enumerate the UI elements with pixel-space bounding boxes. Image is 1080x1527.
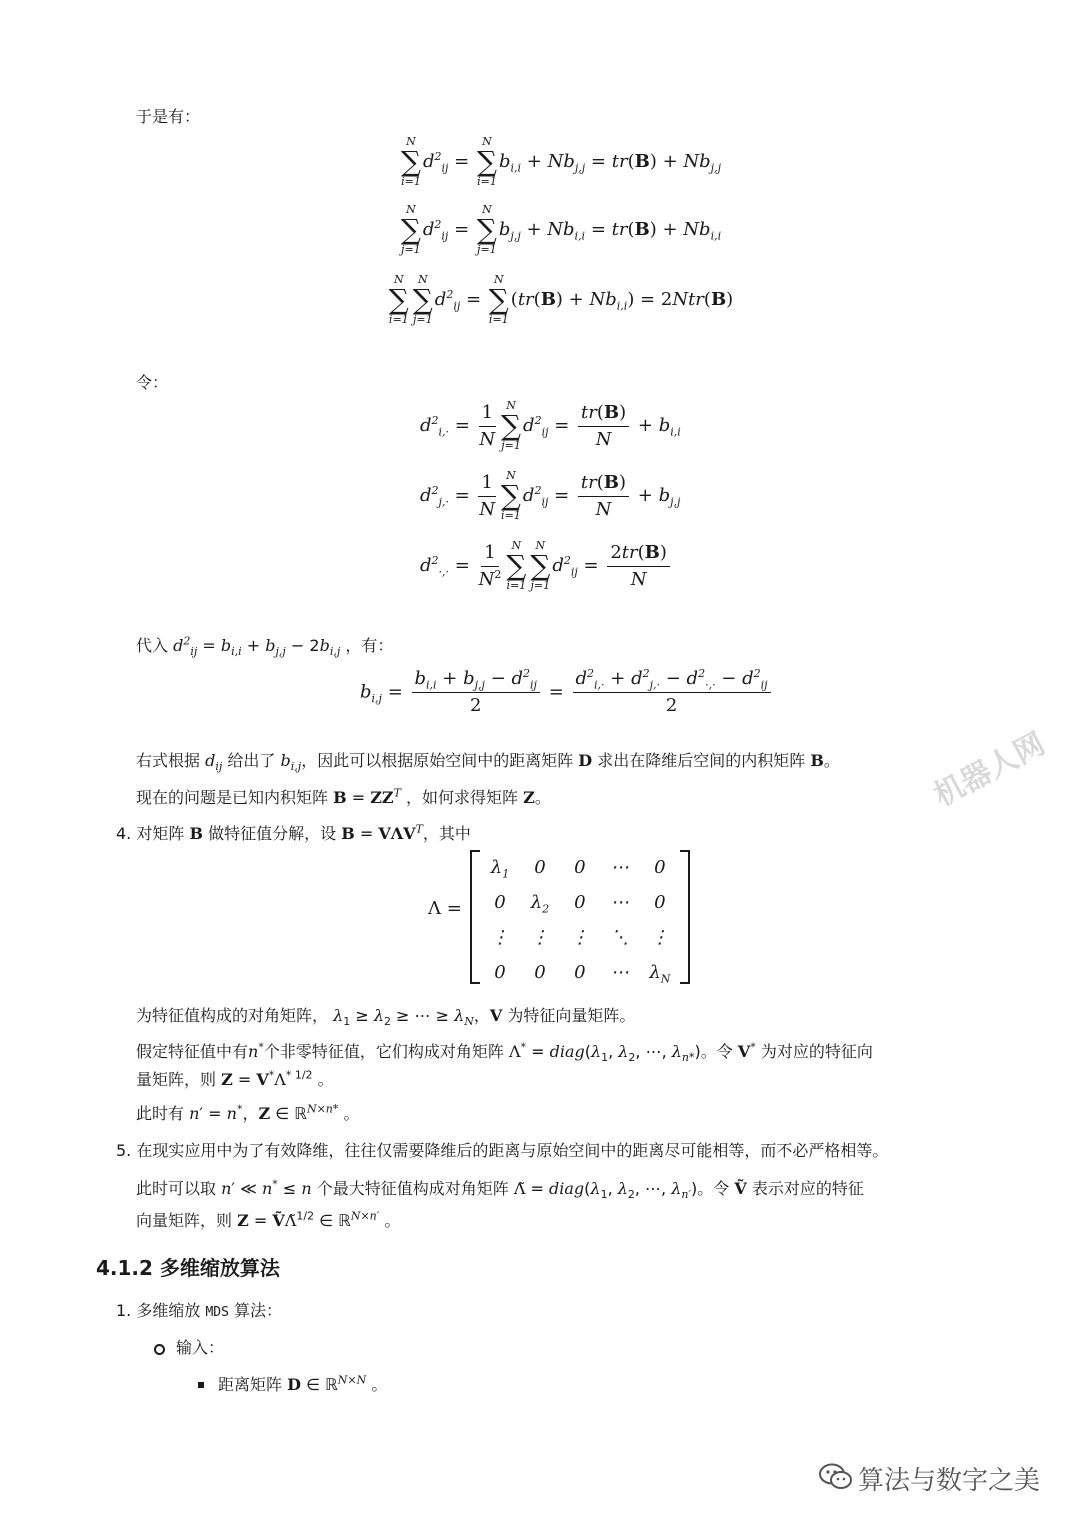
diag-line: 为特征值构成的对角矩阵， $\lambda_1 \ge \lambda_2$ ≥ ⋯ ≥ $\lambda_N$，V 为特征向量矩阵。 xyxy=(136,1006,636,1029)
watermark-text: 机器人网 xyxy=(928,726,1051,814)
item4-line: 4. 对矩阵 B 做特征值分解，设 $B = V\Lambda V^T$，其中 xyxy=(116,822,471,843)
intro-text: 于是有： xyxy=(136,107,201,126)
equation-row-6: $d^2_{\cdot,\cdot}$ = $\frac{1}{N^2}$ N ∑ i=1 N ∑ j=1 $d^2_{ij}$ = $\frac{2tr(B)}{N}$ xyxy=(420,540,673,592)
equation-row-4: $d^2_{i,\cdot}$ = $\frac{1}{N}$ N ∑ j=1 $d^2_{ij}$ = $\frac{tr(B)}{N}$ + $b_{i,i}$ xyxy=(420,399,681,452)
lambda-label: Λ = xyxy=(428,898,462,919)
equation-row-5: $d^2_{j,\cdot}$ = $\frac{1}{N}$ N ∑ i=1 $d^2_{ij}$ = $\frac{tr(B)}{N}$ + $b_{j,j}$ xyxy=(420,469,681,522)
wechat-icon xyxy=(818,1462,854,1492)
equation-block-means xyxy=(400,400,720,610)
lambda-matrix: $\lambda_1$ 0 0 ⋯ 0 0 $\lambda_2$ 0 ⋯ 0 ⋮ ⋮ ⋮ ⋱ ⋮ 0 0 0 ⋯ $\lambda_N$ xyxy=(480,850,680,980)
assume-line-1: 假定特征值中有n*个非零特征值，它们构成对角矩阵 $\Lambda^* = diag(\lambda_1$, $\lambda_2$, ⋯, $\lambda_{n*}$)。令 V* 为对应的特征向 xyxy=(136,1040,873,1065)
section-heading: 4.1.2 多维缩放算法 xyxy=(96,1256,280,1280)
algo-line: 1. 多维缩放 MDS 算法： xyxy=(116,1301,283,1320)
equation-row-1: N ∑ i=1 $d^2_{ij}$ = N ∑ i=1 $b_{i,i} + Nb_{j,j} = tr(B) + Nb_{j,j}$ xyxy=(400,135,721,188)
equation-bij: $b_{i,j}$ = $\frac{b_{i,i} + b_{j,j} - d^2_{ij}}{2}$ = $\frac{d^2_{i,\cdot} + d^2_{j,\cdot} - d^2_{\cdot,\cdot} - d^2_{ij}}{2}$ xyxy=(360,668,780,728)
dist-matrix-line: 距离矩阵 D ∈ ℝ$^{N\times N}$ 。 xyxy=(218,1373,388,1394)
circle-bullet-icon xyxy=(154,1344,165,1355)
substitute-line: 代入 $d^2_{ij} = b_{i,i} + b_{j,j} - 2b_{i,j}$ ，有： xyxy=(136,634,394,659)
item5-line-2: 此时可以取 n′ ≪ n* ≤ n 个最大特征值构成对角矩阵 Λ̃ = $diag(\lambda_1$, $\lambda_2$, ⋯, $\lambda_{n'}$)。令 Ṽ 表示对应的特征 xyxy=(136,1177,864,1202)
square-bullet-icon xyxy=(198,1382,204,1388)
item5-line-3: 向量矩阵，则 Z = ṼΛ̃$^{1/2}$ ∈ ℝ$^{N\times n'}$ 。 xyxy=(136,1209,401,1230)
item5-line-1: 5. 在现实应用中为了有效降维，往往仅需要降维后的距离与原始空间中的距离尽可能相等，而不必严格相等。 xyxy=(116,1141,889,1160)
now-line: 此时有 n′ = n*，Z ∈ ℝ$^{N\times n*}$ 。 xyxy=(136,1102,360,1123)
assume-line-2: 量矩阵，则 $Z = V^*\Lambda^{* 1/2}$ 。 xyxy=(136,1068,334,1089)
problem-line: 现在的问题是已知内积矩阵 $B = ZZ^T$ ，如何求得矩阵 Z。 xyxy=(136,786,551,807)
input-label: 输入： xyxy=(176,1338,225,1357)
let-text: 令： xyxy=(136,373,169,392)
footer-brand: 算法与数字之美 xyxy=(858,1466,1041,1496)
equation-row-3: N ∑ i=1 N ∑ j=1 $d^2_{ij}$ = N ∑ i=1 $(tr(B) + Nb_{i,i}) = 2Ntr(B)$ xyxy=(388,273,734,326)
equation-block-sums xyxy=(350,136,770,346)
equation-row-2: N ∑ j=1 $d^2_{ij}$ = N ∑ j=1 $b_{j,j} + Nb_{i,i} = tr(B) + Nb_{i,i}$ xyxy=(400,203,722,256)
right-formula-line: 右式根据 $d_{ij}$ 给出了 $b_{i,j}$，因此可以根据原始空间中的距离矩阵 D 求出在降维后空间的内积矩阵 B。 xyxy=(136,751,840,774)
